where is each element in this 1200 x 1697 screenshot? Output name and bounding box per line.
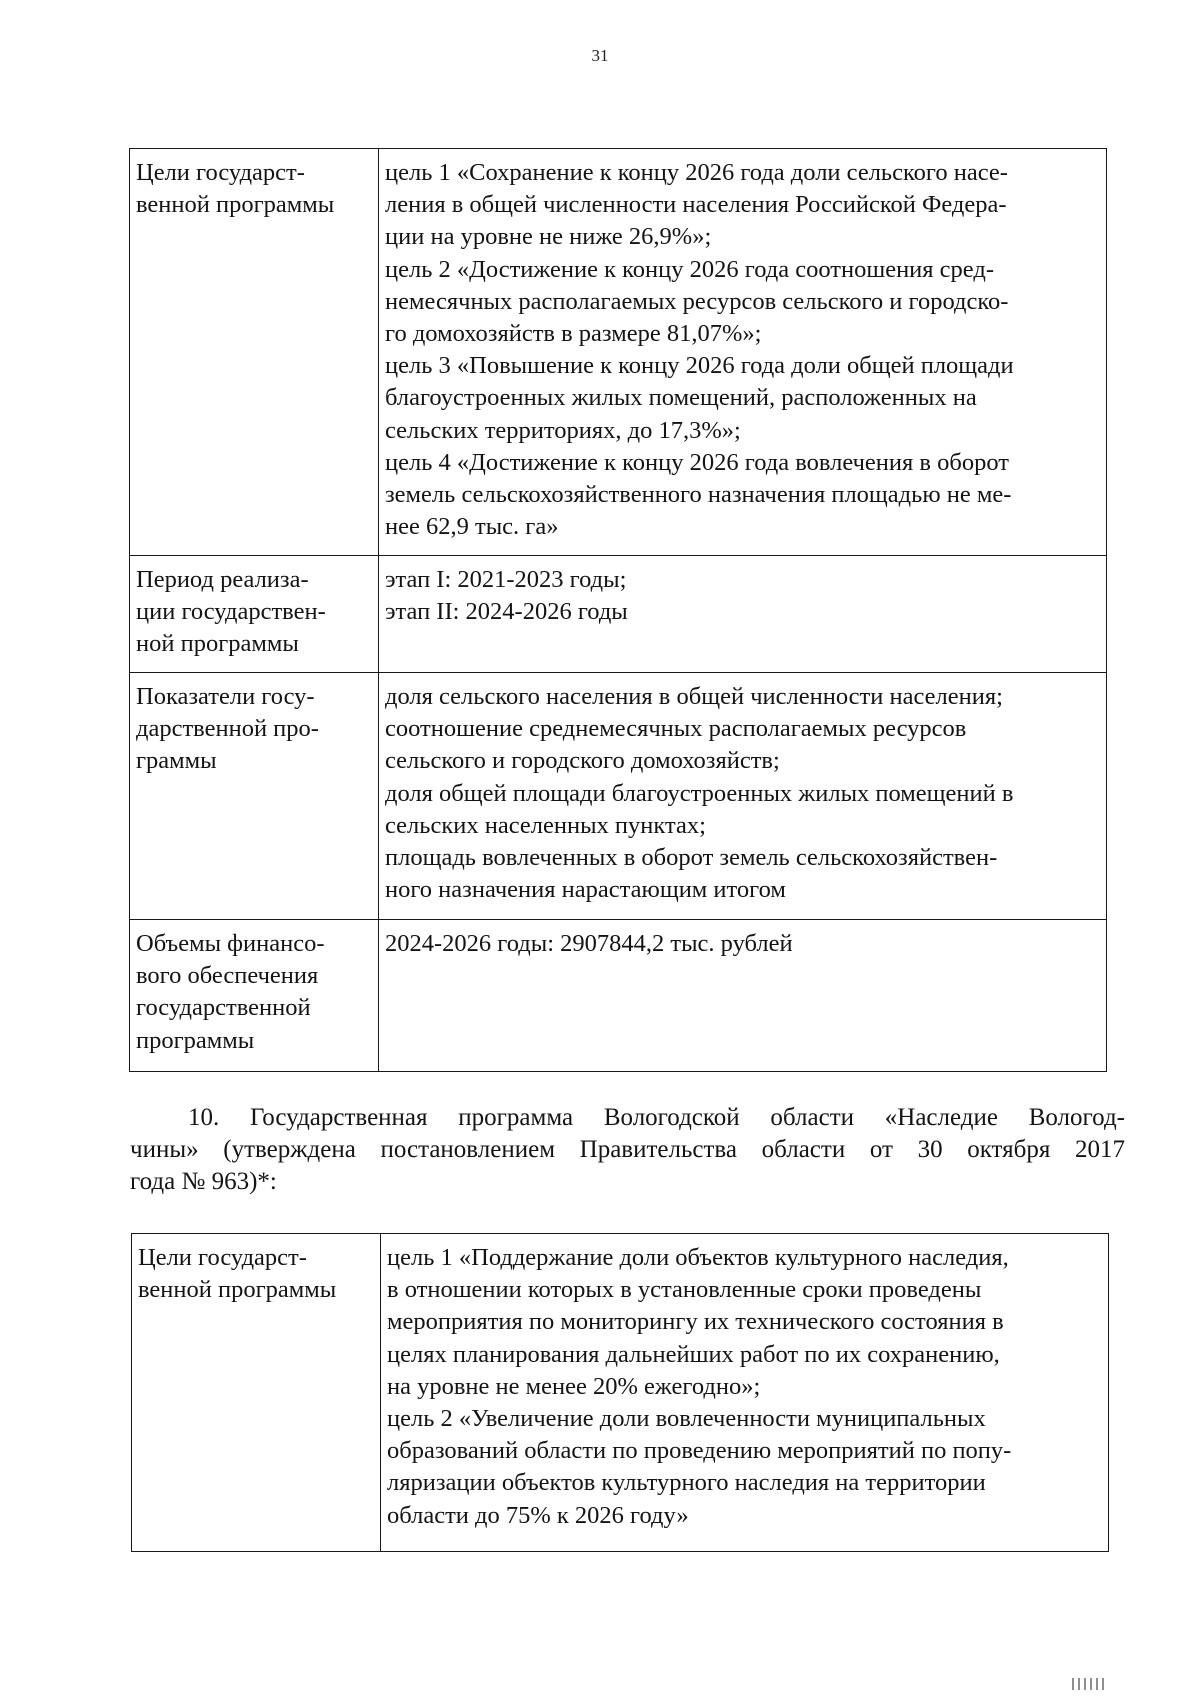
table-row-goals [130,149,1107,556]
paragraph-line: года № 963)*: [130,1168,277,1195]
row-value: этап I: 2021-2023 годы; этап II: 2024-2026 годы [379,556,1107,673]
row-label: Объемы финансо- вого обеспечения государственной программы [130,920,379,1072]
program-passport-table-1 [129,148,1107,1072]
row-label: Период реализа- ции государствен- ной программы [130,556,379,673]
paragraph-line: чины» (утверждена постановлением Правительства области от 30 октября 2017 [130,1136,1125,1163]
program-heading-paragraph [130,1102,1125,1198]
table-row-indicators [130,673,1107,920]
table-row-period [130,556,1107,673]
row-label: Показатели госу- дарственной про- граммы [130,673,379,920]
program-passport-table-2 [131,1233,1109,1552]
scan-artifact [1072,1678,1106,1690]
row-label: Цели государст- венной программы [130,149,379,556]
paragraph-line: 10. Государственная программа Вологодской области «Наследие Вологод- [188,1104,1125,1131]
row-value: доля сельского населения в общей численности населения; соотношение среднемесячных располагаемых ресурсов сельского и городского домохозяйств; доля общей площади благоустроенных жилых помещений в сельских населенных пунктах; площадь вовлеченных в оборот земель сельскохозяйствен- ного назначения нарастающим итогом [379,673,1107,920]
row-value: цель 1 «Сохранение к концу 2026 года доли сельского насе- ления в общей численности населения Российской Федера- ции на уровне не ниже 26,9%»; цель 2 «Достижение к концу 2026 года соотношения сред- немесячных располагаемых ресурсов сельского и городско- го домохозяйств в размере 81,07%»; цель 3 «Повышение к концу 2026 года доли общей площади благоустроенных жилых помещений, расположенных на сельских территориях, до 17,3%»; цель 4 «Достижение к концу 2026 года вовлечения в оборот земель сельскохозяйственного назначения площадью не ме- нее 62,9 тыс. га» [379,149,1107,556]
row-value: 2024-2026 годы: 2907844,2 тыс. рублей [379,920,1107,1072]
row-value: цель 1 «Поддержание доли объектов культурного наследия, в отношении которых в установленные сроки проведены мероприятия по мониторингу их технического состояния в целях планирования дальнейших работ по их сохранению, на уровне не менее 20% ежегодно»; цель 2 «Увеличение доли вовлеченности муниципальных образований области по проведению мероприятий по попу- ляризации объектов культурного наследия на территории области до 75% к 2026 году» [381,1234,1109,1552]
page-number: 31 [591,46,609,65]
table-row-funding [130,920,1107,1072]
row-label: Цели государст- венной программы [132,1234,381,1552]
table-row-goals [132,1234,1109,1552]
